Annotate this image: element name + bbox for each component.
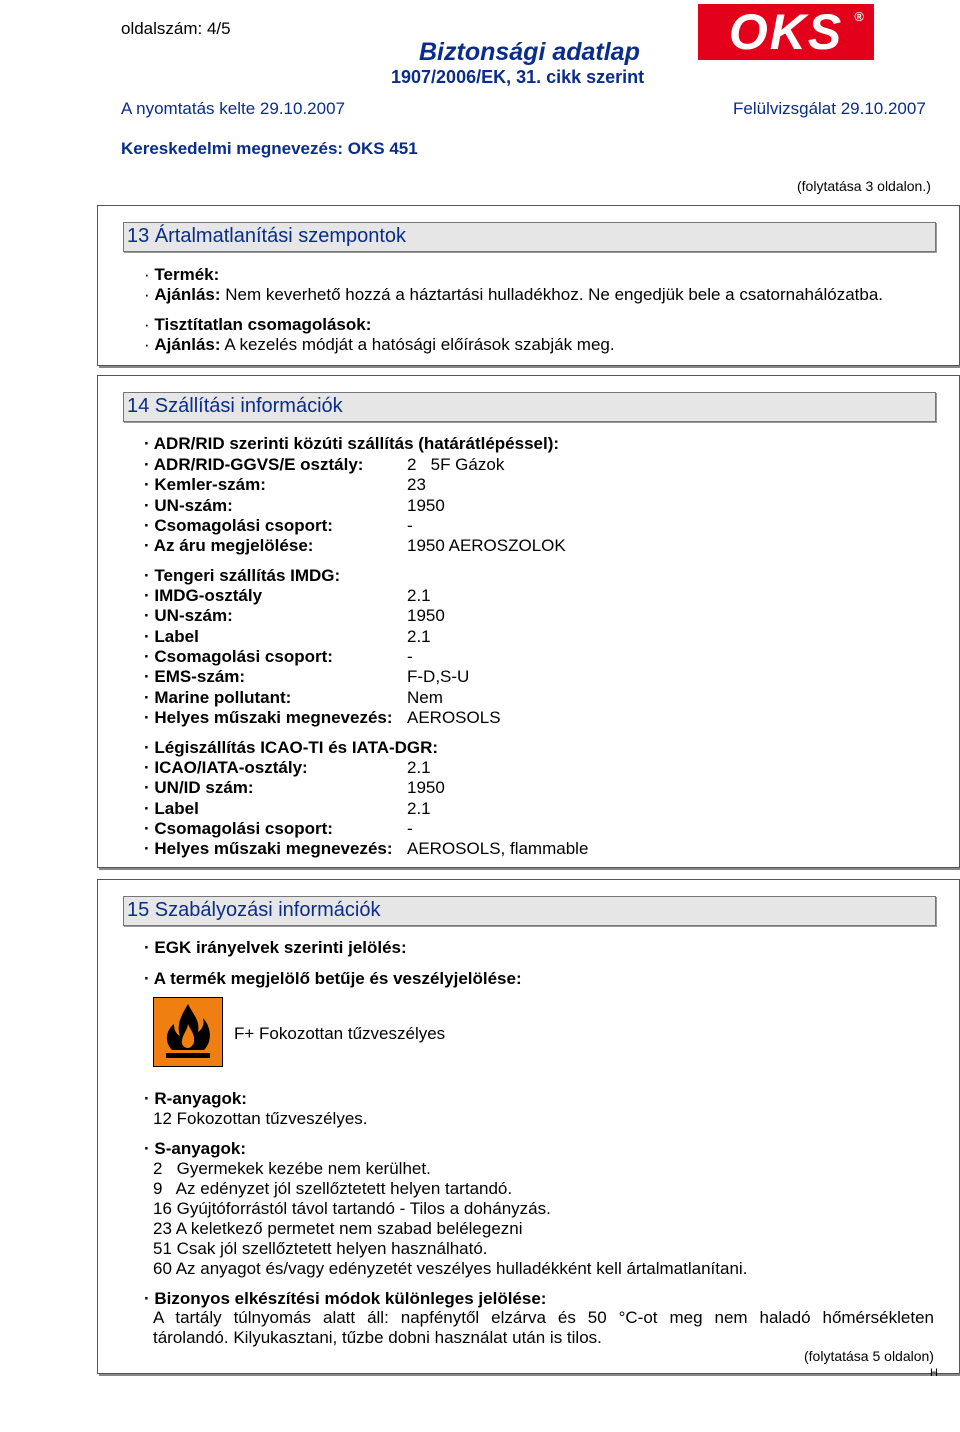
row-label: · UN-szám: xyxy=(144,495,233,515)
row-label: · UN-szám: xyxy=(144,606,233,626)
s15-s-label: S-anyagok: xyxy=(154,1139,247,1158)
s14-adr-heading: · ADR/RID szerinti közúti szállítás (határátlépéssel): xyxy=(144,434,560,453)
s15-r-text: 12 Fokozottan tűzveszélyes. xyxy=(153,1109,368,1128)
row-label: · IMDG-osztály xyxy=(144,586,263,605)
row-label: · Label xyxy=(144,798,199,818)
s13-rec2-text: A kezelés módját a hatósági előírások szabják meg. xyxy=(224,335,615,354)
s14-imdg-heading-text: Tengeri szállítás IMDG: xyxy=(154,566,341,585)
section-13-heading xyxy=(123,222,936,252)
continued-to: (folytatása 5 oldalon) xyxy=(804,1348,934,1364)
s13-rec1-text: Nem keverhető hozzá a háztartási hulladékhoz. Ne engedjük bele a csatornahálózatba. xyxy=(225,285,884,304)
s15-marking-text: A termék megjelölő betűje és veszélyjelölése: xyxy=(153,969,522,988)
section-14-heading xyxy=(123,392,936,422)
s13-recommendation-2: · Ajánlás: A kezelés módját a hatósági előírások szabják meg. xyxy=(144,335,615,354)
trade-name: Kereskedelmi megnevezés: OKS 451 xyxy=(121,139,418,158)
row-label: · Csomagolási csoport: xyxy=(144,515,333,535)
row-label: · Csomagolási csoport: xyxy=(144,646,333,666)
row-label: · Helyes műszaki megnevezés: xyxy=(144,707,393,727)
s15-marking: · A termék megjelölő betűje és veszélyjelölése: xyxy=(144,969,522,988)
section-15-title: 15 Szabályozási információk xyxy=(127,899,381,921)
row-value: - xyxy=(407,515,413,535)
row-value: F-D,S-U xyxy=(407,667,470,687)
row-value: 1950 xyxy=(407,606,445,626)
row-label-text: UN-szám: xyxy=(154,606,233,626)
logo-text: OKS xyxy=(728,4,844,60)
row-label: · Helyes műszaki megnevezés: xyxy=(144,839,393,859)
row-label-text: IMDG-osztály xyxy=(154,586,263,605)
s15-r-label: R-anyagok: xyxy=(154,1089,247,1108)
row-label-text: Csomagolási csoport: xyxy=(154,646,333,666)
s13-recommendation-1: · Ajánlás: Nem keverhető hozzá a háztartási hulladékhoz. Ne engedjük bele a csatornahálózatba. xyxy=(144,285,884,304)
row-label-text: Marine pollutant: xyxy=(154,687,292,707)
row-label-text: UN/ID szám: xyxy=(154,778,254,798)
row-value: Nem xyxy=(407,687,443,707)
row-label: · Marine pollutant: xyxy=(144,687,292,707)
s-phrase-line: 51 Csak jól szellőztetett helyen használható. xyxy=(153,1239,488,1258)
s15-s-phrases: · S-anyagok: xyxy=(144,1139,247,1158)
s-phrase-line: 60 Az anyagot és/vagy edényzetét veszélyes hulladékként kell ártalmatlanítani. xyxy=(153,1259,748,1278)
s-phrase-line: 23 A keletkező permetet nem szabad belélegezni xyxy=(153,1219,523,1238)
row-value: 1950 AEROSZOLOK xyxy=(407,536,566,556)
section-15-heading xyxy=(123,896,936,926)
oks-logo xyxy=(698,4,874,60)
hazard-symbol-text: F+ Fokozottan tűzveszélyes xyxy=(234,1024,446,1043)
row-value: 1950 xyxy=(407,778,445,798)
row-value: - xyxy=(407,646,413,666)
s14-adr-heading-text: ADR/RID szerinti közúti szállítás (határátlépéssel): xyxy=(153,434,560,453)
row-label-text: Label xyxy=(154,626,199,646)
row-value: 2.1 xyxy=(407,626,431,646)
s15-special-line-1: A tartály túlnyomás alatt áll: napfénytől elzárva és 50 °C-ot meg nem haladó hőmérsékleten xyxy=(153,1308,934,1327)
row-label-text: Label xyxy=(154,798,199,818)
row-label-text: Csomagolási csoport: xyxy=(154,515,333,535)
section-14-title: 14 Szállítási információk xyxy=(127,395,343,417)
row-value: 2 5F Gázok xyxy=(407,455,505,474)
row-label: · UN/ID szám: xyxy=(144,778,254,798)
row-value: AEROSOLS xyxy=(407,707,501,727)
s14-imdg-heading: · Tengeri szállítás IMDG: xyxy=(144,566,341,585)
print-date: A nyomtatás kelte 29.10.2007 xyxy=(121,99,345,118)
row-value: - xyxy=(407,818,413,838)
s14-air-heading: · Légiszállítás ICAO-TI és IATA-DGR: xyxy=(144,738,439,757)
row-label: · ICAO/IATA-osztály: xyxy=(144,758,308,777)
s14-air-heading-text: Légiszállítás ICAO-TI és IATA-DGR: xyxy=(154,738,439,757)
s15-egk: · EGK irányelvek szerinti jelölés: xyxy=(144,938,407,957)
row-label: · EMS-szám: xyxy=(144,667,246,687)
s-phrase-line: 2 Gyermekek kezébe nem kerülhet. xyxy=(153,1159,431,1178)
row-label: · Az áru megjelölése: xyxy=(144,536,314,556)
row-label-text: Helyes műszaki megnevezés: xyxy=(154,707,393,727)
row-value: AEROSOLS, flammable xyxy=(407,839,589,859)
row-label-text: Csomagolási csoport: xyxy=(154,818,333,838)
row-label-text: UN-szám: xyxy=(154,495,233,515)
s13-product: · Termék: xyxy=(144,265,220,284)
row-label: · Label xyxy=(144,626,199,646)
s-phrase-line: 9 Az edényzet jól szellőztetett helyen tartandó. xyxy=(153,1179,513,1198)
logo-registered-mark: ® xyxy=(854,9,866,24)
s13-packaging-label: Tisztítatlan csomagolások: xyxy=(154,315,372,334)
row-label-text: ADR/RID-GGVS/E osztály: xyxy=(153,455,364,474)
s15-special-marking: · Bizonyos elkészítési módok különleges jelölése: xyxy=(144,1289,547,1308)
language-code: H xyxy=(930,1367,938,1379)
s13-rec2-label: Ajánlás: xyxy=(154,335,221,354)
row-label-text: Az áru megjelölése: xyxy=(153,536,314,556)
row-value: 2.1 xyxy=(407,758,431,777)
row-label: · Csomagolási csoport: xyxy=(144,818,333,838)
s13-rec1-label: Ajánlás: xyxy=(154,285,221,304)
row-label-text: Kemler-szám: xyxy=(154,475,266,495)
s15-special-label: Bizonyos elkészítési módok különleges jelölése: xyxy=(154,1289,547,1308)
row-label: · Kemler-szám: xyxy=(144,475,266,495)
row-label-text: Helyes műszaki megnevezés: xyxy=(154,839,393,859)
row-label-text: ICAO/IATA-osztály: xyxy=(154,758,308,777)
s15-egk-text: EGK irányelvek szerinti jelölés: xyxy=(154,938,407,957)
row-value: 23 xyxy=(407,475,426,495)
row-value: 2.1 xyxy=(407,586,431,605)
s15-r-phrases: · R-anyagok: xyxy=(144,1089,247,1108)
row-value: 1950 xyxy=(407,495,445,515)
revision-date: Felülvizsgálat 29.10.2007 xyxy=(733,99,926,118)
row-label: · ADR/RID-GGVS/E osztály: xyxy=(144,455,364,474)
s13-product-label: Termék: xyxy=(154,265,220,284)
page-number: oldalszám: 4/5 xyxy=(121,19,231,38)
s-phrase-line: 16 Gyújtóforrástól távol tartandó - Tilos a dohányzás. xyxy=(153,1199,551,1218)
continued-from: (folytatása 3 oldalon.) xyxy=(797,178,931,194)
document-title: Biztonsági adatlap xyxy=(419,38,640,66)
s13-packaging: · Tisztítatlan csomagolások: xyxy=(144,315,372,334)
section-13-title: 13 Ártalmatlanítási szempontok xyxy=(127,225,407,247)
flammable-hazard-icon xyxy=(153,997,223,1067)
s15-special-line-2: tárolandó. Kilyukasztani, tűzbe dobni használat után is tilos. xyxy=(153,1328,602,1347)
row-label-text: EMS-szám: xyxy=(154,667,246,687)
regulation-reference: 1907/2006/EK, 31. cikk szerint xyxy=(391,67,645,87)
row-value: 2.1 xyxy=(407,798,431,818)
